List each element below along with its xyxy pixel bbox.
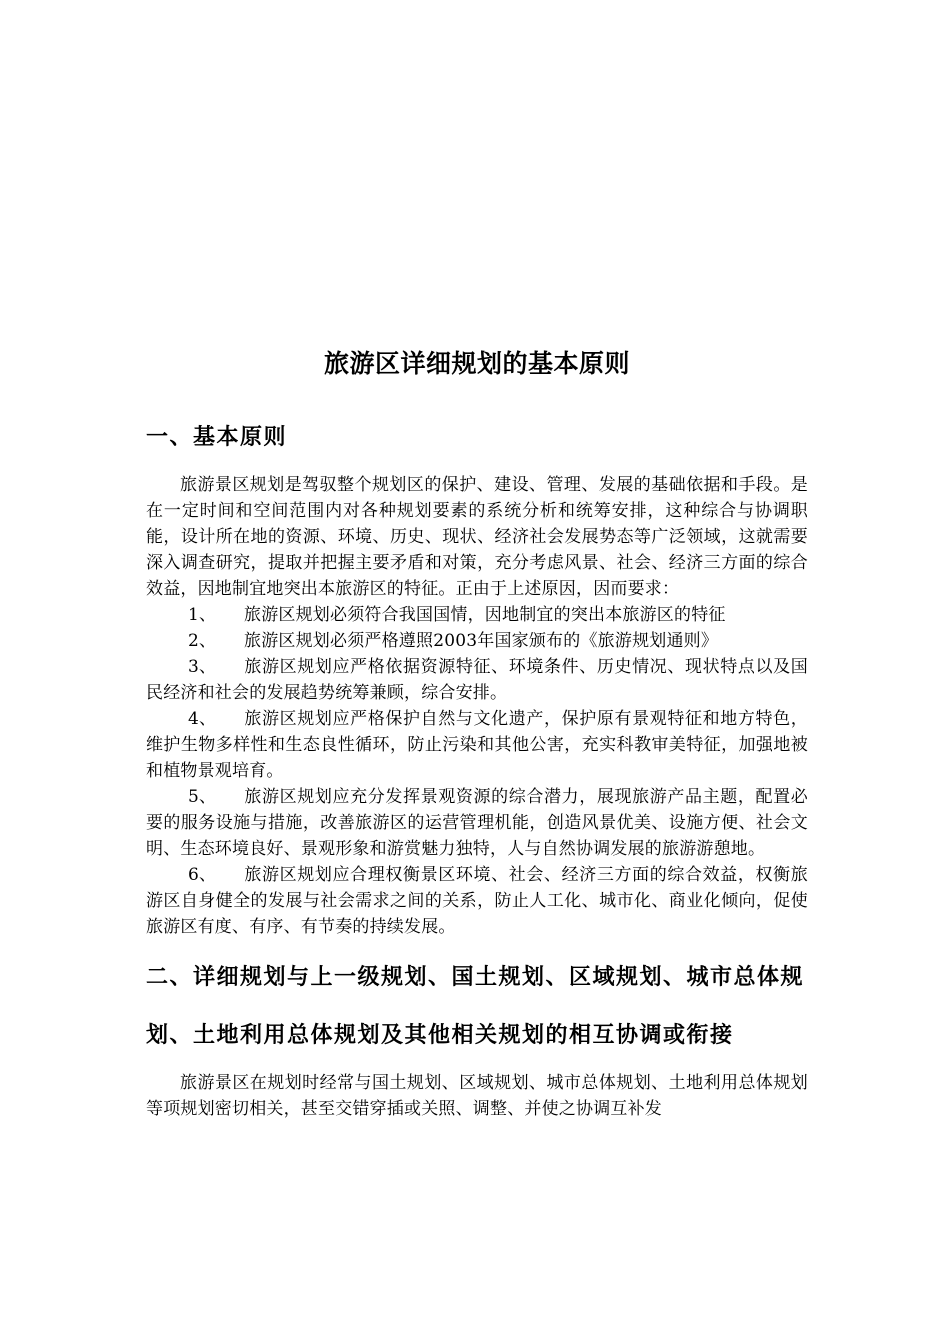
section-heading-basic-principles: 一、基本原则	[146, 424, 288, 450]
item-number: 1、	[188, 605, 217, 625]
principle-item-3	[146, 654, 808, 706]
principle-item-4	[146, 706, 808, 784]
principle-item-1	[146, 602, 808, 628]
document-title: 旅游区详细规划的基本原则	[323, 349, 630, 378]
item-text: 旅游区规划应严格依据资源特征、环境条件、历史情况、现状特点以及国民经济和社会的发展趋势统筹兼顾，综合安排。	[146, 657, 808, 703]
principle-item-6	[146, 862, 808, 940]
item-text: 旅游区规划必须符合我国国情，因地制宜的突出本旅游区的特征	[244, 605, 726, 625]
section1-intro-paragraph: 旅游景区规划是驾驭整个规划区的保护、建设、管理、发展的基础依据和手段。是在一定时间和空间范围内对各种规划要素的系统分析和统筹安排，这种综合与协调职能，设计所在地的资源、环境、历史、现状、经济社会发展势态等广泛领域，这就需要深入调查研究，提取并把握主要矛盾和对策，充分考虑风景、社会、经济三方面的综合效益，因地制宜地突出本旅游区的特征。正由于上述原因，因而要求：	[146, 475, 808, 599]
item-number: 4、	[188, 709, 217, 729]
item-number: 2、	[188, 631, 217, 651]
item-number: 6、	[188, 865, 217, 885]
section2-intro-paragraph: 旅游景区在规划时经常与国土规划、区域规划、城市总体规划、土地利用总体规划等项规划密切相关，甚至交错穿插或关照、调整、并使之协调互补发	[146, 1073, 808, 1119]
item-text: 旅游区规划必须严格遵照2003年国家颁布的《旅游规划通则》	[244, 631, 719, 651]
principle-item-5	[146, 784, 808, 862]
item-number: 5、	[188, 787, 217, 807]
item-text: 旅游区规划应充分发挥景观资源的综合潜力，展现旅游产品主题，配置必要的服务设施与措施，改善旅游区的运营管理机能，创造风景优美、设施方便、社会文明、生态环境良好、景观形象和游赏魅力独特，人与自然协调发展的旅游游憩地。	[146, 787, 808, 859]
item-text: 旅游区规划应严格保护自然与文化遗产，保护原有景观特征和地方特色，维护生物多样性和生态良性循环，防止污染和其他公害，充实科教审美特征，加强地被和植物景观培育。	[146, 709, 808, 781]
section-heading-plan-coordination: 二、详细规划与上一级规划、国土规划、区域规划、城市总体规划、土地利用总体规划及其他相关规划的相互协调或衔接	[146, 964, 805, 1048]
item-text: 旅游区规划应合理权衡景区环境、社会、经济三方面的综合效益，权衡旅游区自身健全的发展与社会需求之间的关系，防止人工化、城市化、商业化倾向，促使旅游区有度、有序、有节奏的持续发展。	[146, 865, 808, 937]
principle-item-2	[146, 628, 808, 654]
document-page	[146, 340, 808, 1122]
item-number: 3、	[188, 657, 217, 677]
